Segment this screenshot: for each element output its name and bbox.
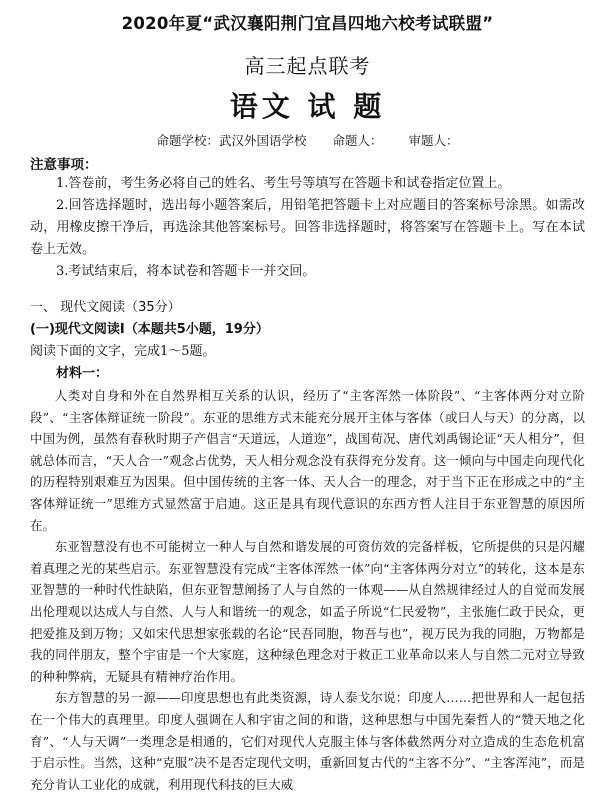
- exam-union-title: 2020年夏“武汉襄阳荆门宜昌四地六校考试联盟”: [121, 14, 494, 33]
- passage-paragraph: 东方智慧的另一源——印度思想也有此类资源，诗人泰戈尔说：印度人……把世界和人一起包括在一个伟大的真理里。印度人强调在人和宇宙之间的和谐，这种思想与中国先秦哲人的“赞天地之化育”、“人与天调”一类理念是相通的，它们对现代人克服主体与客体截然两分对立造成的生态危机富于启示性。当然，这种“克服”决不是否定现代文明，重新回复古代的“主客不分”、“主客浑沌”，而是充分肯认工业化的成就，利用现代科技的巨大威: [30, 690, 585, 792]
- notice-heading: 注意事项：: [30, 157, 98, 173]
- notice-item: 1.答卷前，考生务必将自己的姓名、考生号等填写在答题卡和试卷指定位置上。: [56, 176, 511, 191]
- section-title: 一、 现代文阅读（35分）: [30, 300, 181, 315]
- notice-item: 3.考试结束后，将本试卷和答题卡一并交回。: [56, 264, 316, 279]
- question-reviewer: 审题人：: [408, 133, 459, 148]
- question-author: 命题人：: [332, 133, 383, 148]
- question-school: 命题学校：武汉外国语学校: [156, 133, 307, 148]
- material-label: 材料一：: [56, 366, 109, 381]
- passage-body: [30, 385, 585, 795]
- passage-paragraph: 人类对自身和外在自然界相互关系的认识，经历了“主客浑然一体阶段”、“主客体两分对立阶段”、“主客体辩证统一阶段”。东亚的思维方式未能充分展开主体与客体（或曰人与天）的分离，以中国为例，虽然有春秋时期子产倡言“天道远，人道迩”，战国荀况、唐代刘禹锡论证“天人相分”，但就总体而言，“天人合一”观念占优势，天人相分观念没有获得充分发育。这一倾向与中国走向现代化的历程特别艰难互为因果。但中国传统的主客一体、天人合一的理念，对于当下正在形成之中的“主客体辩证统一”思维方式显然富于启迪。这正是具有现代意识的东西方哲人注目于东亚智慧的原因所在。: [30, 388, 585, 533]
- exam-subject-title: 语文 试 题: [229, 90, 386, 123]
- section-part-title: (一)现代文阅读Ⅰ（本题共5小题，19分）: [30, 322, 269, 337]
- exam-subtitle: 高三起点联考: [244, 54, 371, 78]
- notice-item: 2.回答选择题时，选出每小题答案后，用铅笔把答题卡上对应题目的答案标号涂黑。如需改动，用橡皮擦干净后，再选涂其他答案标号。回答非选择题时，将答案写在答题卡上。写在本试卷上无效。: [30, 198, 585, 257]
- reading-instruction: 阅读下面的文字，完成1～5题。: [30, 344, 216, 359]
- exam-meta: [30, 131, 585, 149]
- passage-paragraph: 东亚智慧没有也不可能树立一种人与自然和谐发展的可资仿效的完备样板，它所提供的只是闪耀着真理之光的某些启示。东亚智慧没有完成“主客体浑然一体”向“主客体两分对立”的转化，这本是东亚智慧的一种时代性缺陷，但东亚智慧阐扬了人与自然的一体观——从自然规律经过人的自觉而发展出伦理观以达成人与自然、人与人和谐统一的观念，如孟子所说“仁民爱物”，主张施仁政于民众，更把爱推及到万物；又如宋代思想家张载的名论“民吾同胞，物吾与也”，视万民为我的同胞，万物都是我的同伴朋友，整个宇宙是一个大家庭，这种绿色理念对于救正工业革命以来人与自然二元对立导致的种种弊病，无疑具有精神疗治作用。: [30, 539, 585, 684]
